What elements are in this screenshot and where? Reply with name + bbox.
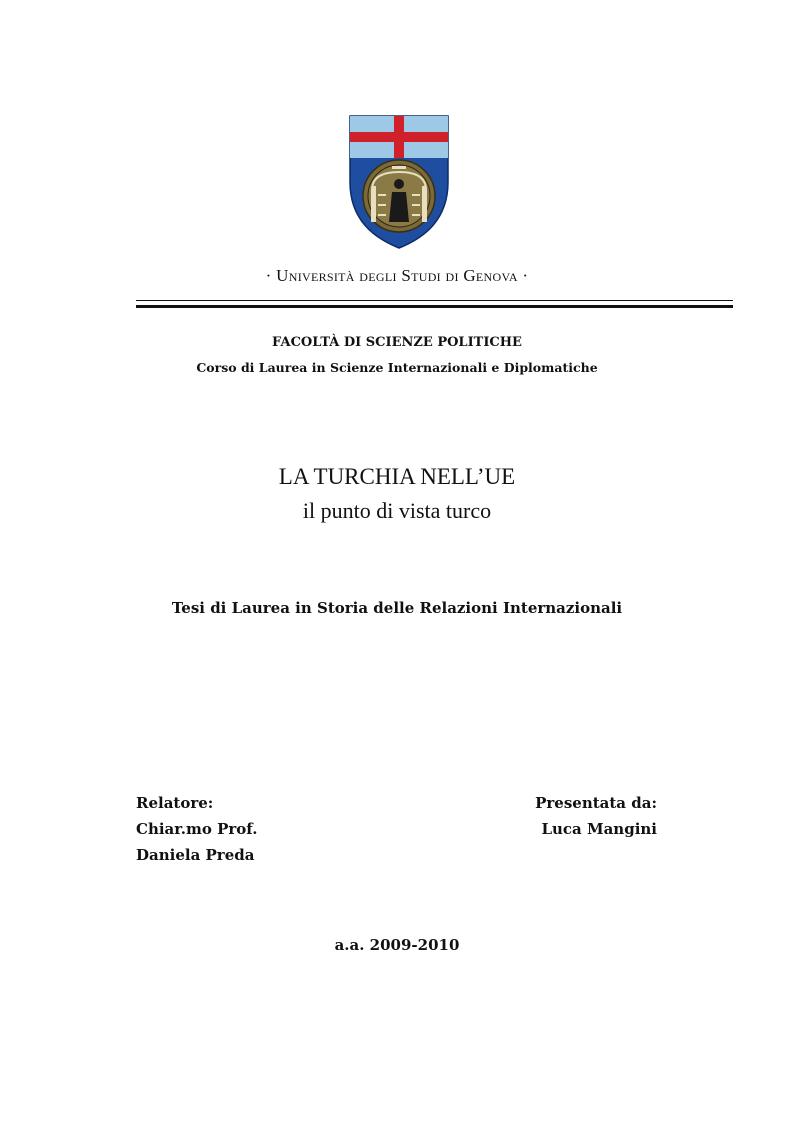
candidate-label: Presentata da: (535, 794, 657, 812)
university-crest-icon (346, 112, 452, 252)
header-rule-thick (136, 305, 733, 308)
thesis-subtitle: il punto di vista turco (302, 498, 492, 523)
relatore-title: Chiar.mo Prof. (136, 820, 258, 838)
candidate-block (530, 790, 657, 842)
relatore-block (136, 790, 257, 868)
relatore-name: Daniela Preda (136, 846, 255, 864)
faculty-name: FACOLTÀ DI SCIENZE POLITICHE (272, 335, 522, 350)
candidate-name: Luca Mangini (541, 820, 657, 838)
relatore-label: Relatore: (136, 794, 214, 812)
thesis-title: LA TURCHIA NELL’UE (278, 464, 516, 489)
header-rule-thin (136, 300, 733, 301)
university-name: · Università degli Studi di Genova · (265, 266, 529, 285)
academic-year: a.a. 2009-2010 (334, 936, 460, 954)
thesis-type: Tesi di Laurea in Storia delle Relazioni Internazionali (171, 599, 623, 617)
course-name: Corso di Laurea in Scienze Internazionali e Diplomatiche (196, 360, 598, 375)
